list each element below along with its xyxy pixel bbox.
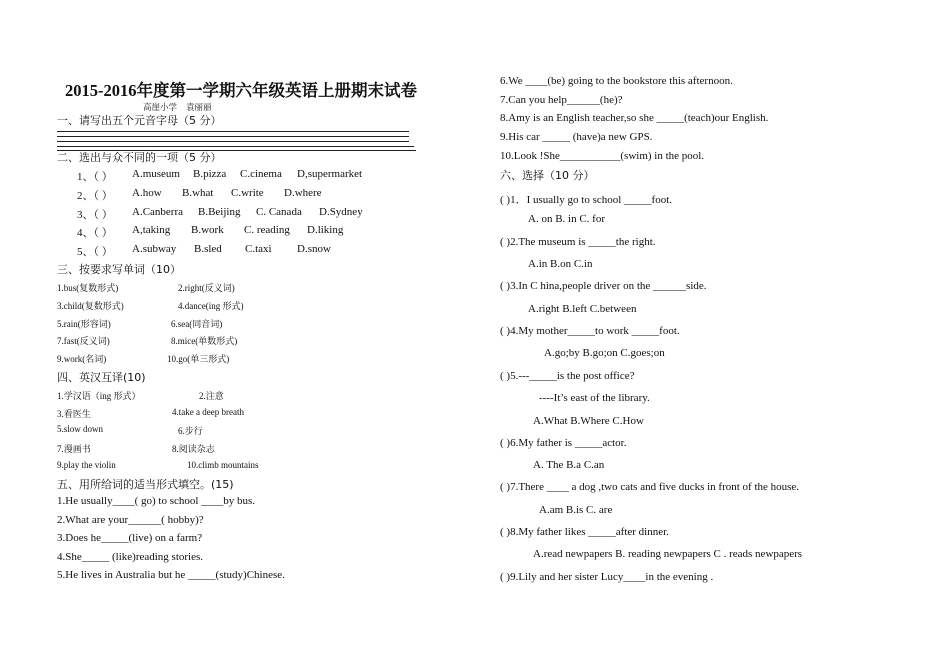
translate-task: 10.climb mountains	[187, 460, 259, 470]
option-b: B.sled	[194, 243, 222, 255]
word-task: 5.rain(形容词)	[57, 319, 111, 329]
section-3-heading: 三、按要求写单词（10）	[57, 263, 181, 276]
word-task: 3.child(复数形式)	[57, 301, 124, 311]
mc-question: ( )2.The museum is _____the right.	[500, 236, 656, 248]
mc-options: A.What B.Where C.How	[533, 415, 644, 427]
option-a: A.how	[132, 187, 162, 199]
answer-line	[57, 131, 409, 132]
answer-line	[57, 141, 409, 142]
mc-options: A.go;by B.go;on C.goes;on	[544, 347, 665, 359]
question-number: 3、（ ）	[77, 209, 113, 221]
option-c: C.cinema	[240, 168, 282, 180]
translate-task: 7.漫画书	[57, 444, 91, 454]
section-2-heading: 二、选出与众不同的一项（5 分）	[57, 151, 222, 164]
option-d: D.liking	[307, 224, 344, 236]
translate-task: 6.步行	[178, 426, 203, 436]
translate-task: 9.play the violin	[57, 460, 116, 470]
word-task: 8.mice(单数形式)	[171, 336, 238, 346]
question-number: 5、（ ）	[77, 246, 113, 258]
mc-options: A. on B. in C. for	[528, 213, 605, 225]
option-c: C.write	[231, 187, 264, 199]
answer-line	[57, 136, 409, 137]
word-task: 9.work(名词)	[57, 354, 107, 364]
fill-blank-item: 6.We ____(be) going to the bookstore this afternoon.	[500, 75, 733, 87]
word-task: 1.bus(复数形式)	[57, 283, 119, 293]
translate-task: 3.看医生	[57, 409, 91, 419]
option-c: C. reading	[244, 224, 290, 236]
translate-task: 1.学汉语（ing 形式）	[57, 391, 141, 401]
word-task: 2.right(反义词)	[178, 283, 235, 293]
option-d: D,supermarket	[297, 168, 363, 180]
section-6-heading: 六、选择（10 分）	[500, 169, 595, 182]
fill-blank-item: 7.Can you help______(he)?	[500, 94, 623, 106]
translate-task: 5.slow down	[57, 424, 104, 434]
section-4-heading: 四、英汉互译(10)	[57, 371, 146, 384]
page-title: 2015-2016年度第一学期六年级英语上册期末试卷	[65, 81, 417, 100]
mc-dialog-answer: ----It’s east of the library.	[539, 392, 650, 404]
fill-blank-item: 10.Look !She___________(swim) in the pool.	[500, 150, 705, 162]
section-5-heading: 五、用所给词的适当形式填空。(15)	[57, 478, 234, 491]
option-a: A.museum	[132, 168, 180, 180]
fill-blank-item: 4.She_____ (like)reading stories.	[57, 551, 204, 563]
question-number: 1、（ ）	[77, 171, 113, 183]
word-task: 6.sea(同音词)	[171, 319, 223, 329]
fill-blank-item: 8.Amy is an English teacher,so she _____(teach)our English.	[500, 112, 769, 124]
option-a: A,taking	[132, 224, 171, 236]
mc-question: ( )1．I usually go to school _____foot.	[500, 194, 673, 206]
mc-options: A. The B.a C.an	[533, 459, 605, 471]
word-task: 7.fast(反义词)	[57, 336, 110, 346]
fill-blank-item: 5.He lives in Australia but he _____(study)Chinese.	[57, 569, 285, 581]
option-d: D.Sydney	[319, 206, 363, 218]
mc-question: ( )3.In C hina,people driver on the ______side.	[500, 280, 707, 292]
word-task: 10.go(单三形式)	[167, 354, 230, 364]
mc-question: ( )4.My mother_____to work _____foot.	[500, 325, 680, 337]
question-number: 2、（ ）	[77, 190, 113, 202]
option-d: D.snow	[297, 243, 331, 255]
translate-task: 4.take a deep breath	[172, 407, 244, 417]
fill-blank-item: 2.What are your______( hobby)?	[57, 514, 204, 526]
mc-options: A.in B.on C.in	[528, 258, 593, 270]
mc-question: ( )6.My father is _____actor.	[500, 437, 627, 449]
mc-question: ( )7.There ____ a dog ,two cats and five ducks in front of the house.	[500, 481, 800, 493]
option-b: B.Beijing	[198, 206, 241, 218]
question-number: 4、（ ）	[77, 227, 113, 239]
mc-question: ( )5.---_____is the post office?	[500, 370, 635, 382]
section-1-heading: 一、请写出五个元音字母（5 分）	[57, 114, 222, 127]
fill-blank-item: 3.Does he_____(live) on a farm?	[57, 532, 203, 544]
option-c: C.taxi	[245, 243, 272, 255]
mc-options: A.read newpapers B. reading newpapers C . reads newpapers	[533, 548, 803, 560]
option-b: B.work	[191, 224, 224, 236]
mc-options: A.right B.left C.between	[528, 303, 637, 315]
option-d: D.where	[284, 187, 322, 199]
fill-blank-item: 9.His car _____ (have)a new GPS.	[500, 131, 653, 143]
author-name: 袁丽丽	[186, 102, 212, 112]
translate-task: 8.阅读杂志	[172, 444, 215, 454]
option-a: A.subway	[132, 243, 177, 255]
mc-question: ( )9.Lily and her sister Lucy____in the evening .	[500, 571, 714, 583]
answer-line	[57, 146, 414, 147]
mc-options: A.am B.is C. are	[539, 504, 613, 516]
school-name: 高崖小学	[143, 102, 178, 112]
mc-question: ( )8.My father likes _____after dinner.	[500, 526, 669, 538]
option-c: C. Canada	[256, 206, 302, 218]
option-a: A.Canberra	[132, 206, 184, 218]
translate-task: 2.注意	[199, 391, 224, 401]
word-task: 4.dance(ing 形式)	[178, 301, 244, 311]
option-b: B.what	[182, 187, 214, 199]
option-b: B.pizza	[193, 168, 227, 180]
fill-blank-item: 1.He usually____( go) to school ____by bus.	[57, 495, 255, 507]
